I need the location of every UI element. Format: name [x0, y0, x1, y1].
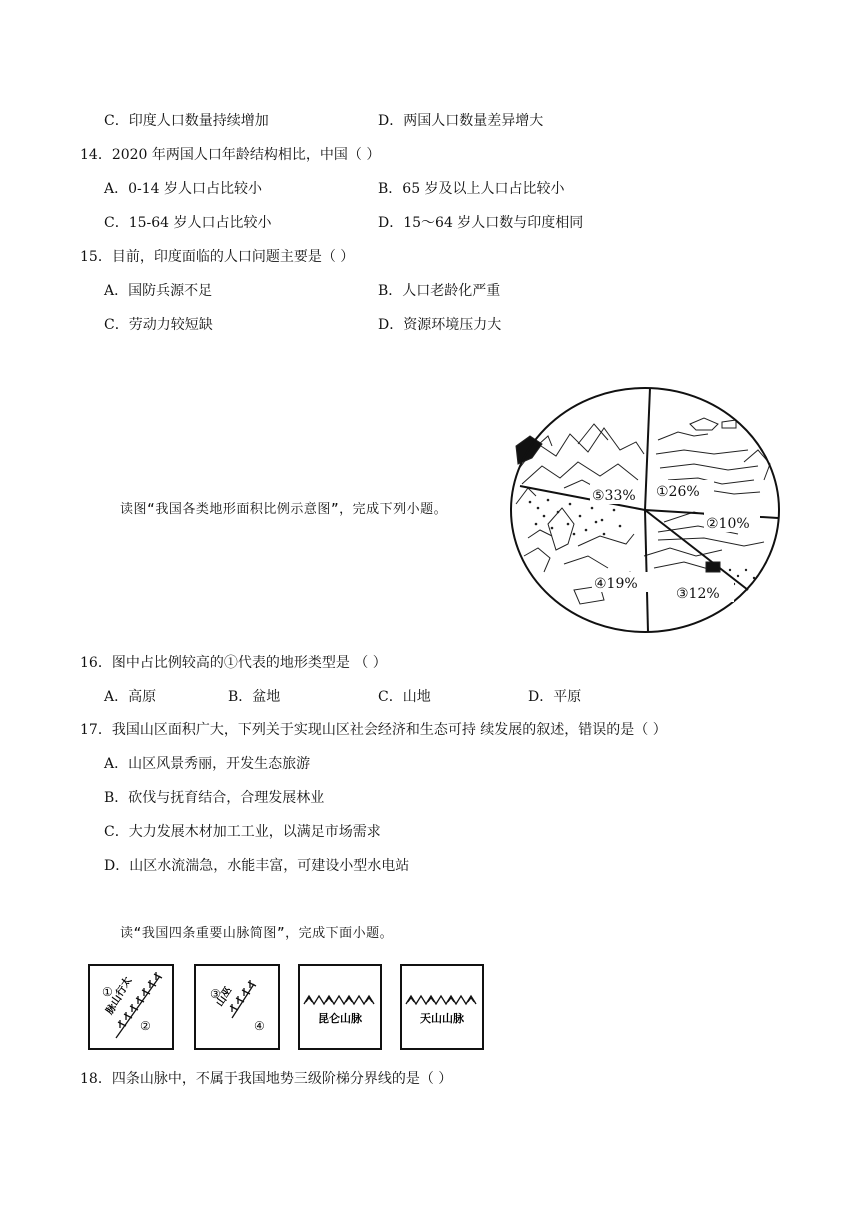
svg-text:行: 行	[114, 984, 130, 999]
q17-option-d: D．山区水流湍急，水能丰富，可建设小型水电站	[104, 858, 410, 874]
q17-option-b: B．砍伐与抚育结合，合理发展林业	[104, 790, 325, 806]
q14-option-d: D．15～64 岁人口数与印度相同	[378, 215, 584, 231]
q17-option-a: A．山区风景秀丽，开发生态旅游	[104, 756, 311, 772]
q14-option-a: A．0-14 岁人口占比较小	[104, 181, 263, 197]
label-sector-3: ③12%	[676, 586, 720, 602]
kunlun-label: 昆仑山脉	[318, 1012, 362, 1025]
figure2-intro: 读“我国四条重要山脉简图”，完成下面小题。	[120, 926, 394, 941]
q15-option-b: B．人口老龄化严重	[378, 283, 501, 299]
mountain-box-tianshan	[400, 964, 484, 1050]
label-sector-1: ①26%	[656, 484, 700, 500]
q13-option-d: D．两国人口数量差异增大	[378, 113, 544, 129]
ridge-line	[406, 996, 476, 1004]
terrain-pie-chart	[508, 384, 784, 636]
q15-option-c: C．劳动力较短缺	[104, 317, 213, 333]
mountain-box-taihang	[88, 964, 174, 1050]
marker-3: ③	[210, 987, 221, 1001]
pie-frame	[511, 388, 779, 632]
q14-stem: 14．2020 年两国人口年龄结构相比，中国（ ）	[80, 147, 381, 163]
figure1-intro: 读图“我国各类地形面积比例示意图”，完成下列小题。	[120, 502, 448, 517]
q16-option-c: C．山地	[378, 689, 431, 705]
label-sector-5: ⑤33%	[592, 488, 636, 504]
q14-option-b: B．65 岁及以上人口占比较小	[378, 181, 565, 197]
mountain-box-wushan	[194, 964, 280, 1050]
ridge-line	[304, 996, 374, 1004]
q17-stem: 17．我国山区面积广大，下列关于实现山区社会经济和生态可持 续发展的叙述，错误的是（ ）	[80, 722, 667, 738]
q15-option-a: A．国防兵源不足	[104, 283, 213, 299]
q15-stem: 15．目前，印度面临的人口问题主要是（ ）	[80, 249, 355, 265]
q18-stem: 18．四条山脉中，不属于我国地势三级阶梯分界线的是（ ）	[80, 1071, 453, 1087]
q16-stem: 16．图中占比例较高的①代表的地形类型是 （ ）	[80, 655, 387, 671]
q16-option-b: B．盆地	[228, 689, 281, 705]
ridge-lines	[230, 980, 256, 1018]
label-sector-4: ④19%	[594, 576, 638, 592]
mountain-box-kunlun	[298, 964, 382, 1050]
svg-text:山: 山	[109, 993, 125, 1008]
q13-option-c: C．印度人口数量持续增加	[104, 113, 269, 129]
svg-text:太: 太	[119, 975, 135, 990]
svg-text:巫: 巫	[219, 985, 235, 1000]
marker-1: ①	[102, 985, 113, 999]
label-sector-2: ②10%	[706, 516, 750, 532]
svg-text:山: 山	[214, 994, 230, 1009]
marker-2: ②	[140, 1019, 151, 1033]
svg-text:脉: 脉	[104, 1002, 120, 1017]
marker-4: ④	[254, 1019, 265, 1033]
q14-option-c: C．15-64 岁人口占比较小	[104, 215, 272, 231]
q15-option-d: D．资源环境压力大	[378, 317, 502, 333]
q16-option-d: D．平原	[528, 689, 582, 705]
q17-option-c: C．大力发展木材加工工业，以满足市场需求	[104, 824, 381, 840]
tianshan-label: 天山山脉	[420, 1012, 464, 1025]
q16-option-a: A．高原	[104, 689, 157, 705]
